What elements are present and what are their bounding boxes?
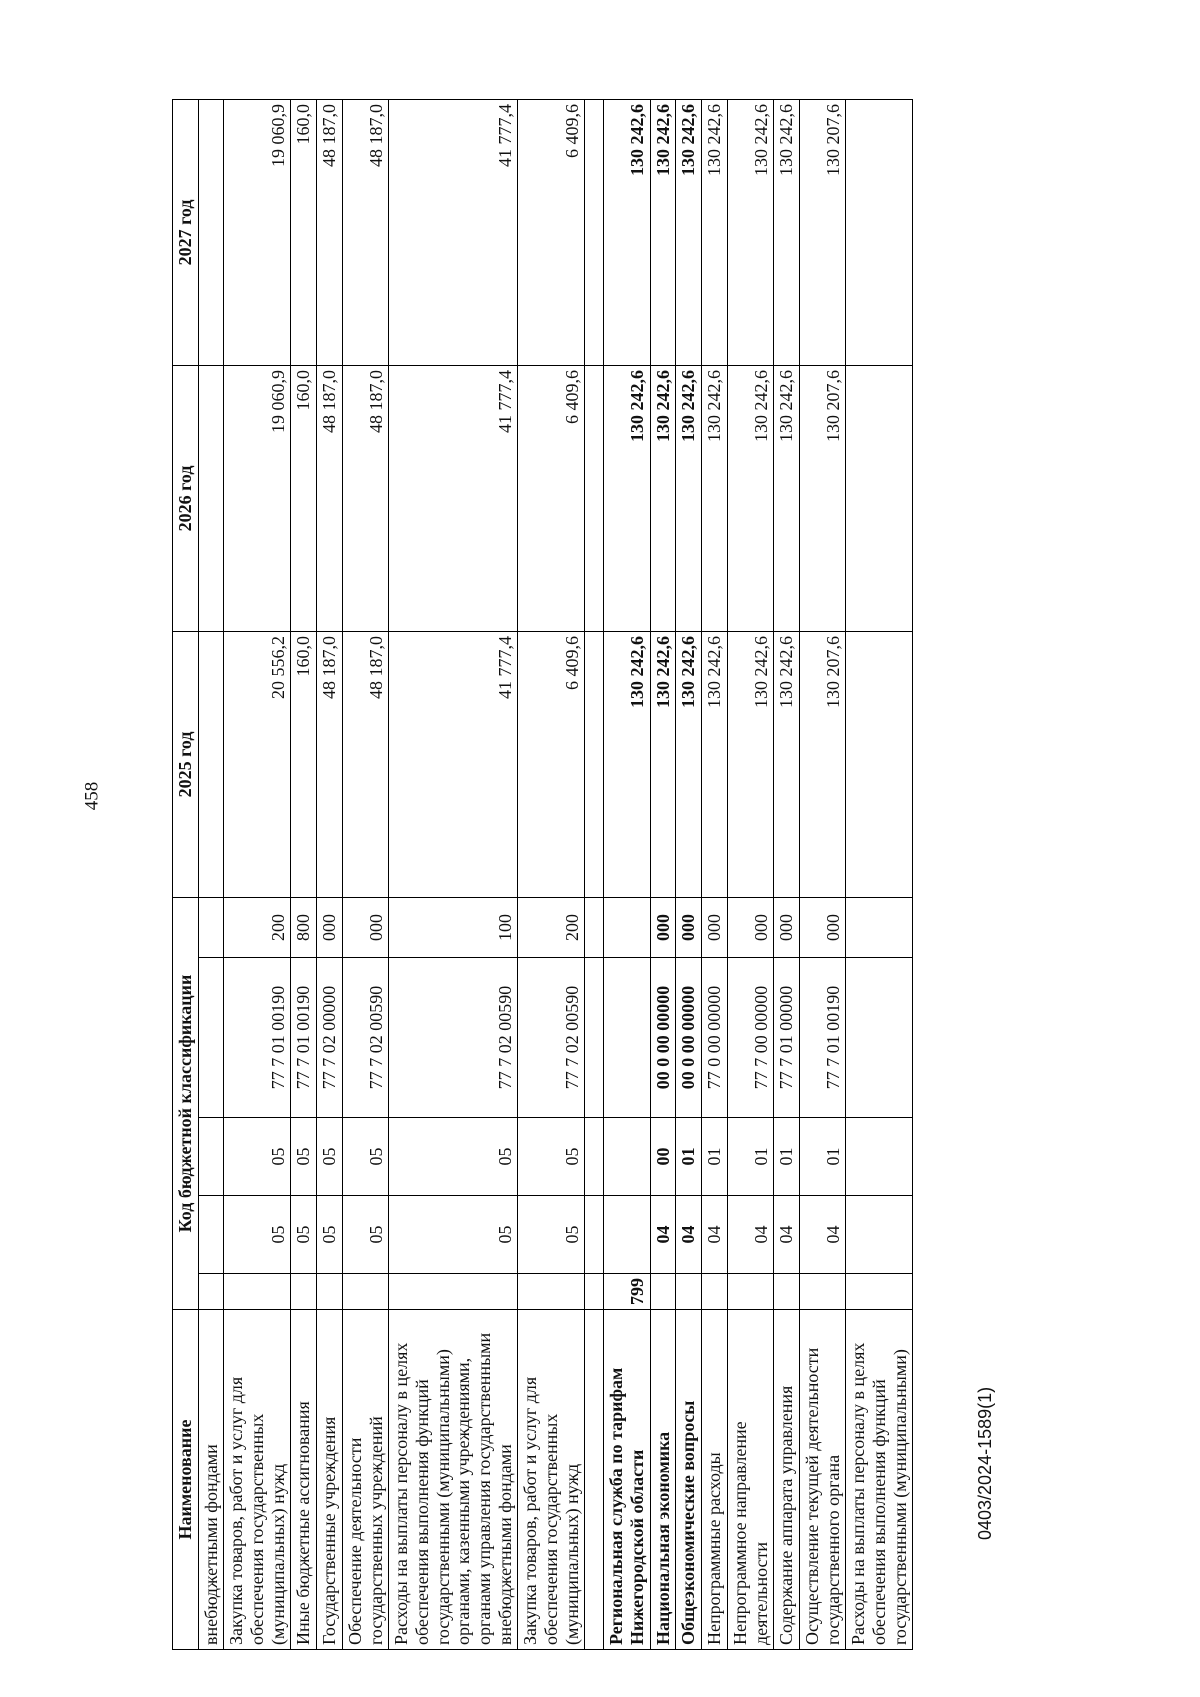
cell-agency-code: 799 [604,1274,650,1310]
table-row [291,99,317,1649]
cell-subsection-code: 05 [342,1118,388,1196]
cell-section-code [604,1196,650,1274]
cell-expense-type-code: 000 [727,897,773,957]
cell-subsection-code [846,1118,913,1196]
cell-value-2026: 130 242,6 [650,365,676,631]
table-row [702,99,728,1649]
cell-value-2027: 130 242,6 [650,99,676,365]
table-spacer-row [585,99,604,1649]
table-row [224,99,291,1649]
cell-expense-type-code: 000 [317,897,343,957]
cell-value-2025: 130 242,6 [774,631,800,897]
cell-name: Региональная служба по тарифам Нижегородской области [604,1310,650,1650]
cell-target-code [846,958,913,1118]
cell-name: Непрограммное направление деятельности [727,1310,773,1650]
cell-agency-code [224,1274,291,1310]
table-row [650,99,676,1649]
cell-value-2025: 130 242,6 [727,631,773,897]
cell-section-code: 04 [727,1196,773,1274]
cell-value-2027 [846,99,913,365]
table-row [604,99,650,1649]
cell-agency-code [342,1274,388,1310]
cell-value-2027: 19 060,9 [224,99,291,365]
cell-section-code [846,1196,913,1274]
table-row [317,99,343,1649]
cell-section-code: 04 [702,1196,728,1274]
header-2026: 2026 год [173,365,199,631]
document-code: 0403/2024-1589(1) [975,1386,995,1540]
cell-value-2026: 130 207,6 [799,365,845,631]
cell-subsection-code: 05 [224,1118,291,1196]
cell-subsection-code: 05 [389,1118,518,1196]
cell-target-code: 77 7 01 00190 [224,958,291,1118]
header-name: Наименование [173,1310,199,1650]
cell-value-2026: 48 187,0 [342,365,388,631]
cell-target-code: 77 7 02 00000 [317,958,343,1118]
cell-agency-code [650,1274,676,1310]
cell-value-2026: 19 060,9 [224,365,291,631]
cell-agency-code [702,1274,728,1310]
cell-name: Общеэкономические вопросы [676,1310,702,1650]
cell-value-2025: 48 187,0 [317,631,343,897]
cell-value-2027 [198,99,224,365]
cell-value-2026: 160,0 [291,365,317,631]
table-row [518,99,585,1649]
rotated-table-container [172,100,992,1650]
cell-value-2026 [846,365,913,631]
cell-section-code: 05 [342,1196,388,1274]
empty-cell [585,631,604,897]
cell-agency-code [799,1274,845,1310]
cell-agency-code [774,1274,800,1310]
table-row [389,99,518,1649]
cell-value-2027: 130 242,6 [604,99,650,365]
cell-agency-code [727,1274,773,1310]
cell-target-code: 77 7 02 00590 [518,958,585,1118]
cell-value-2026: 130 242,6 [702,365,728,631]
cell-subsection-code: 05 [291,1118,317,1196]
cell-name: Иные бюджетные ассигнования [291,1310,317,1650]
cell-target-code: 77 0 00 00000 [702,958,728,1118]
cell-agency-code [846,1274,913,1310]
cell-value-2027: 130 242,6 [676,99,702,365]
cell-agency-code [317,1274,343,1310]
page-number: 458 [81,781,103,811]
table-body [198,99,913,1649]
cell-expense-type-code: 000 [774,897,800,957]
cell-section-code: 04 [676,1196,702,1274]
table-row [799,99,845,1649]
cell-name: Расходы на выплаты персоналу в целях обеспечения выполнения функций государственными (муниципальными) [846,1310,913,1650]
table-row [676,99,702,1649]
empty-cell [585,1310,604,1650]
cell-agency-code [676,1274,702,1310]
cell-name: Закупка товаров, работ и услуг для обеспечения государственных (муниципальных) нужд [224,1310,291,1650]
cell-value-2026: 48 187,0 [317,365,343,631]
cell-value-2026: 130 242,6 [774,365,800,631]
cell-subsection-code: 01 [676,1118,702,1196]
cell-section-code: 04 [650,1196,676,1274]
table-row [342,99,388,1649]
cell-section-code: 05 [291,1196,317,1274]
cell-value-2025: 130 242,6 [650,631,676,897]
cell-target-code [604,958,650,1118]
cell-section-code: 05 [389,1196,518,1274]
cell-value-2025: 130 242,6 [604,631,650,897]
cell-target-code: 77 7 02 00590 [342,958,388,1118]
cell-target-code: 77 7 01 00000 [774,958,800,1118]
cell-value-2025: 130 242,6 [676,631,702,897]
cell-section-code: 05 [518,1196,585,1274]
cell-subsection-code: 01 [774,1118,800,1196]
cell-value-2027: 48 187,0 [342,99,388,365]
cell-subsection-code: 01 [702,1118,728,1196]
budget-table [172,99,913,1650]
table-row [846,99,913,1649]
cell-name: Государственные учреждения [317,1310,343,1650]
cell-expense-type-code: 000 [799,897,845,957]
cell-expense-type-code [198,897,224,957]
cell-value-2027: 130 207,6 [799,99,845,365]
cell-name: Закупка товаров, работ и услуг для обеспечения государственных (муниципальных) нужд [518,1310,585,1650]
cell-section-code [198,1196,224,1274]
cell-value-2027: 130 242,6 [702,99,728,365]
cell-expense-type-code: 100 [389,897,518,957]
cell-subsection-code [198,1118,224,1196]
table-row [774,99,800,1649]
cell-value-2025: 6 409,6 [518,631,585,897]
header-2025: 2025 год [173,631,199,897]
cell-value-2025: 130 242,6 [702,631,728,897]
cell-value-2025: 130 207,6 [799,631,845,897]
cell-section-code: 04 [774,1196,800,1274]
cell-target-code [198,958,224,1118]
cell-subsection-code [604,1118,650,1196]
cell-name: Содержание аппарата управления [774,1310,800,1650]
cell-expense-type-code: 000 [650,897,676,957]
empty-cell [585,1196,604,1274]
cell-subsection-code: 01 [727,1118,773,1196]
cell-value-2025 [846,631,913,897]
cell-value-2026: 130 242,6 [727,365,773,631]
cell-value-2025: 20 556,2 [224,631,291,897]
table-row [727,99,773,1649]
cell-subsection-code: 05 [317,1118,343,1196]
cell-name: Национальная экономика [650,1310,676,1650]
cell-expense-type-code [604,897,650,957]
cell-name: внебюджетными фондами [198,1310,224,1650]
cell-expense-type-code: 000 [702,897,728,957]
cell-value-2027: 48 187,0 [317,99,343,365]
cell-target-code: 00 0 00 00000 [676,958,702,1118]
cell-target-code: 77 7 00 00000 [727,958,773,1118]
cell-value-2026 [198,365,224,631]
cell-name: Обеспечение деятельности государственных учреждений [342,1310,388,1650]
cell-subsection-code: 05 [518,1118,585,1196]
cell-target-code: 00 0 00 00000 [650,958,676,1118]
cell-value-2025: 41 777,4 [389,631,518,897]
cell-value-2026: 130 242,6 [604,365,650,631]
cell-value-2027: 160,0 [291,99,317,365]
empty-cell [585,1118,604,1196]
cell-subsection-code: 01 [799,1118,845,1196]
empty-cell [585,958,604,1118]
cell-value-2027: 6 409,6 [518,99,585,365]
cell-section-code: 05 [224,1196,291,1274]
cell-name: Осуществление текущей деятельности государственного органа [799,1310,845,1650]
cell-agency-code [198,1274,224,1310]
cell-name: Расходы на выплаты персоналу в целях обеспечения выполнения функций государственными (муниципальными) органами, казенными учреждениями, органами управления государственными внебюджетными фондами [389,1310,518,1650]
cell-agency-code [291,1274,317,1310]
cell-target-code: 77 7 01 00190 [799,958,845,1118]
cell-expense-type-code: 200 [224,897,291,957]
cell-value-2026: 6 409,6 [518,365,585,631]
cell-value-2027: 130 242,6 [774,99,800,365]
cell-value-2026: 41 777,4 [389,365,518,631]
cell-target-code: 77 7 02 00590 [389,958,518,1118]
cell-agency-code [518,1274,585,1310]
cell-target-code: 77 7 01 00190 [291,958,317,1118]
empty-cell [585,1274,604,1310]
header-2027: 2027 год [173,99,199,365]
cell-value-2027: 41 777,4 [389,99,518,365]
cell-value-2027: 130 242,6 [727,99,773,365]
cell-expense-type-code: 000 [342,897,388,957]
cell-section-code: 05 [317,1196,343,1274]
cell-expense-type-code: 800 [291,897,317,957]
cell-value-2025: 48 187,0 [342,631,388,897]
cell-expense-type-code [846,897,913,957]
cell-section-code: 04 [799,1196,845,1274]
cell-expense-type-code: 000 [676,897,702,957]
cell-expense-type-code: 200 [518,897,585,957]
table-row [198,99,224,1649]
empty-cell [585,99,604,365]
table-header-row [173,99,199,1649]
cell-name: Непрограммные расходы [702,1310,728,1650]
empty-cell [585,365,604,631]
cell-value-2025 [198,631,224,897]
empty-cell [585,897,604,957]
cell-subsection-code: 00 [650,1118,676,1196]
cell-value-2025: 160,0 [291,631,317,897]
cell-value-2026: 130 242,6 [676,365,702,631]
cell-agency-code [389,1274,518,1310]
header-code: Код бюджетной классификации [173,897,199,1309]
